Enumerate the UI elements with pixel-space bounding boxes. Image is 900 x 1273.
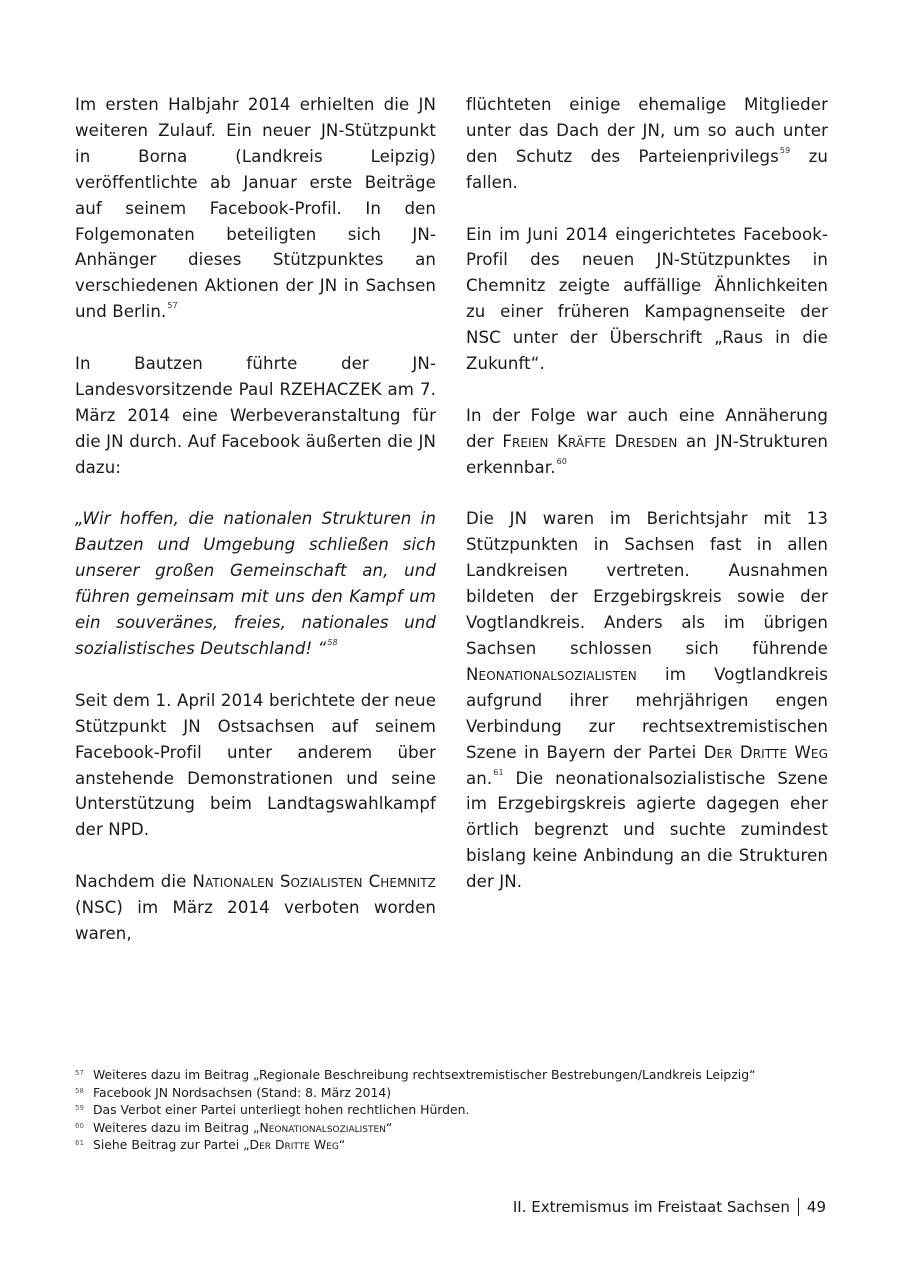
text: (NSC) im März 2014 verboten worden waren,	[75, 898, 436, 943]
organization-name: Neonationalsozialisten	[466, 664, 637, 684]
topic-name: Neonationalsozialisten	[259, 1119, 386, 1135]
section-title: II. Extremismus im Freistaat Sachsen	[512, 1198, 790, 1216]
party-name: Der Dritte Weg	[249, 1137, 339, 1152]
text: flüchteten einige ehemalige Mitglieder unter das Dach der JN, um so auch unter den Schutz des Parteienprivilegs	[466, 95, 828, 166]
paragraph	[466, 92, 828, 196]
paragraph: In Bautzen führte der JN-Landesvorsitzende Paul RZEHACZEK am 7. März 2014 eine Werbeveranstaltung für die JN durch. Auf Facebook äußerten die JN dazu:	[75, 354, 436, 477]
paragraph	[75, 92, 436, 325]
page-number: 49	[806, 1198, 826, 1216]
paragraph: Ein im Juni 2014 eingerichtetes Facebook-Profil des neuen JN-Stützpunktes in Chemnitz zeigte auffällige Ähnlichkeiten zu einer früheren Kampagnenseite der NSC unter der Überschrift „Raus in die Zukunft“.	[466, 224, 828, 374]
right-column	[466, 92, 828, 921]
text: “	[385, 1119, 393, 1135]
footnote-text	[93, 1136, 345, 1154]
paragraph	[466, 506, 828, 895]
footnote	[75, 1101, 835, 1119]
footnote	[75, 1136, 835, 1154]
text: Nachdem die	[75, 872, 187, 892]
footnote-ref[interactable]: 60	[556, 456, 567, 466]
footnote	[75, 1119, 835, 1137]
footnote-text: Weiteres dazu im Beitrag „Regionale Beschreibung rechtsextremistischer Bestrebungen/Landkreis Leipzig“	[93, 1067, 756, 1082]
footnote-number: 57	[75, 1069, 84, 1077]
text: an JN-Strukturen erkennbar.	[466, 431, 828, 477]
footnote-ref[interactable]: 58	[327, 638, 338, 647]
paragraph	[466, 403, 828, 481]
divider	[798, 1198, 799, 1216]
footnote-text	[93, 1119, 392, 1137]
text: In der Folge war auch eine Annäherung der	[466, 405, 828, 451]
text: Die neonationalsozialistische Szene im Erzgebirgskreis agierte dagegen eher örtlich begrenzt und suchte zumindest bislang keine Anbindung an die Strukturen der JN.	[466, 768, 829, 892]
text: im Vogtlandkreis aufgrund ihrer mehrjährigen engen Verbindung zur rechtsextremistischen Szene in Bayern der Partei	[466, 664, 829, 762]
quote	[75, 506, 436, 661]
quote-text: „Wir hoffen, die nationalen Strukturen in Bautzen und Umgebung schließen sich unserer großen Gemeinschaft an, und führen gemeinsam mit uns den Kampf um ein souveränes, freies, nationales und sozialistisches Deutschland! “	[75, 509, 436, 658]
footnote-ref[interactable]: 59	[779, 145, 791, 155]
text: Die JN waren im Berichtsjahr mit 13 Stützpunkten in Sachsen fast in allen Landkreisen vertreten. Ausnahmen bildeten der Erzgebirgskreis sowie der Vogtlandkreis. Anders als im übrigen Sachsen schlossen sich führende	[466, 509, 828, 658]
footnote-number: 59	[75, 1104, 84, 1112]
text: “	[338, 1137, 346, 1152]
footnote	[75, 1084, 835, 1102]
organization-name: Nationalen Sozialisten Chemnitz	[192, 872, 437, 892]
organization-name: Freien Kräfte Dresden	[502, 431, 678, 451]
footnote-ref[interactable]: 57	[167, 301, 178, 311]
text: zu fallen.	[466, 146, 829, 192]
footnote-number: 58	[75, 1086, 84, 1095]
paragraph: Seit dem 1. April 2014 berichtete der neue Stützpunkt JN Ostsachsen auf seinem Facebook-Profil unter anderem über anstehende Demonstrationen und seine Unterstützung beim Landtagswahlkampf der NPD.	[75, 690, 436, 840]
footnote	[75, 1066, 835, 1084]
footnote-ref[interactable]: 61	[493, 767, 504, 777]
footnote-number: 60	[75, 1121, 84, 1130]
footnotes	[75, 1066, 835, 1154]
party-name: Der Dritte Weg	[703, 742, 828, 762]
footnote-number: 61	[75, 1139, 84, 1147]
left-column	[75, 92, 436, 973]
text: Weiteres dazu im Beitrag „	[93, 1119, 260, 1135]
text: Siehe Beitrag zur Partei „	[93, 1137, 250, 1152]
paragraph-text: Im ersten Halbjahr 2014 erhielten die JN weiteren Zulauf. Ein neuer JN-Stützpunkt in Borna (Landkreis Leipzig) veröffentlichte ab Januar erste Beiträge auf seinem Facebook-Profil. In den Folgemonaten beteiligten sich JN-Anhänger dieses Stützpunktes an verschiedenen Aktionen der JN in Sachsen und Berlin.	[75, 95, 436, 322]
footnote-text: Facebook JN Nordsachsen (Stand: 8. März 2014)	[93, 1084, 392, 1100]
page-footer	[513, 1198, 826, 1216]
footnote-text: Das Verbot einer Partei unterliegt hohen rechtlichen Hürden.	[93, 1102, 470, 1117]
paragraph	[75, 869, 436, 947]
text: an.	[466, 768, 493, 788]
